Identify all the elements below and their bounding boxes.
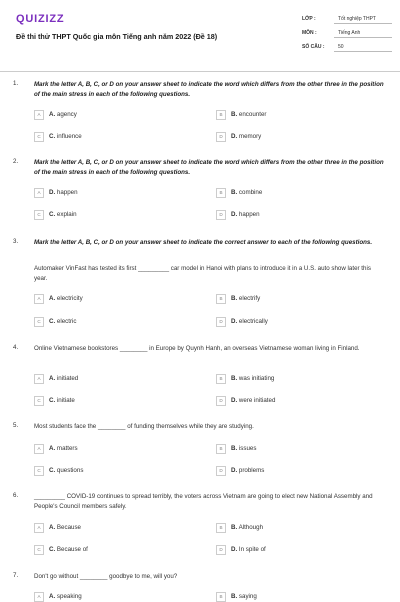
option-letter-box: A (34, 592, 44, 602)
option-letter-box: A (34, 444, 44, 454)
option-letter-box: B (216, 294, 226, 304)
option-prefix: A. (49, 375, 56, 382)
meta-key: SỐ CÂU : (302, 44, 325, 50)
option-text: happen (56, 189, 78, 196)
question-number: 2. (13, 158, 19, 165)
option-text: issues (238, 445, 257, 452)
option-letter-box: B (216, 110, 226, 120)
option-prefix: C. (49, 467, 56, 474)
option-letter-box: B (216, 592, 226, 602)
option-letter-box: B (216, 523, 226, 533)
option-letter-box: D (216, 317, 226, 327)
option-letter-box: C (34, 545, 44, 555)
option-text: agency (56, 111, 77, 118)
option-letter-box: A (34, 110, 44, 120)
question-number: 6. (13, 492, 19, 499)
question-stem: _________ COVID-19 continues to spread terribly, the voters across Vietnam are going to elect new National Assembly and People's Council members safely. (34, 493, 373, 510)
question-instruction: Mark the letter A, B, C, or D on your answer sheet to indicate the correct answer to each of the following questions. (34, 239, 373, 246)
option-prefix: B. (231, 189, 238, 196)
meta-count (300, 42, 392, 56)
option-prefix: C. (49, 397, 56, 404)
option-text: electricity (56, 295, 83, 302)
question-number: 5. (13, 422, 19, 429)
option-prefix: D. (231, 397, 238, 404)
meta-value: Tốt nghiệp THPT (338, 16, 376, 22)
option-prefix: B. (231, 445, 238, 452)
worksheet-title: Đề thi thử THPT Quốc gia môn Tiếng anh năm 2022 (Đề 18) (16, 32, 218, 41)
option-letter-box: B (216, 444, 226, 454)
option-letter-box: C (34, 396, 44, 406)
quizizz-logo: QUIZIZZ (16, 13, 65, 25)
option-text: Because (56, 524, 82, 531)
option-text: Although (238, 524, 264, 531)
option-letter-box: D (216, 545, 226, 555)
option-letter-box: D (216, 132, 226, 142)
option-prefix: C. (49, 546, 56, 553)
option-letter-box: A (34, 294, 44, 304)
option-text: combine (238, 189, 263, 196)
meta-subject (300, 28, 392, 42)
question-number: 3. (13, 238, 19, 245)
option-letter-box: B (216, 188, 226, 198)
option-text: matters (56, 445, 78, 452)
option-letter-box: A (34, 188, 44, 198)
option-text: electrically (238, 318, 268, 325)
option-letter-box: B (216, 374, 226, 384)
option-prefix: C. (49, 133, 56, 140)
question-stem: Don't go without ________ goodbye to me, will you? (34, 573, 178, 580)
meta-key: MÔN : (302, 30, 317, 36)
option-letter-box: A (34, 374, 44, 384)
option-text: electric (56, 318, 77, 325)
meta-value: 50 (338, 44, 344, 50)
option-prefix: D. (231, 546, 238, 553)
option-text: problems (238, 467, 265, 474)
option-text: electrify (238, 295, 261, 302)
option-prefix: A. (49, 524, 56, 531)
option-prefix: C. (49, 211, 56, 218)
option-letter-box: D (216, 210, 226, 220)
option-text: happen (238, 211, 260, 218)
option-text: was initiating (238, 375, 275, 382)
option-prefix: B. (231, 524, 238, 531)
option-text: were initiated (238, 397, 276, 404)
option-text: Because of (56, 546, 88, 553)
option-prefix: D. (231, 211, 238, 218)
option-letter-box: C (34, 317, 44, 327)
question-number: 4. (13, 344, 19, 351)
option-letter-box: A (34, 523, 44, 533)
option-letter-box: D (216, 466, 226, 476)
option-text: explain (56, 211, 77, 218)
question-stem: Most students face the ________ of funding themselves while they are studying. (34, 423, 254, 430)
option-prefix: D. (231, 318, 238, 325)
option-prefix: B. (231, 295, 238, 302)
option-letter-box: C (34, 210, 44, 220)
meta-underline (334, 51, 392, 52)
question-instruction: Mark the letter A, B, C, or D on your answer sheet to indicate the word which differs from the other three in the position of the main stress in each of the following questions. (34, 159, 384, 176)
option-text: encounter (238, 111, 267, 118)
option-prefix: D. (231, 133, 238, 140)
option-prefix: C. (49, 318, 56, 325)
meta-class (300, 14, 392, 28)
option-prefix: B. (231, 375, 238, 382)
option-prefix: A. (49, 111, 56, 118)
question-number: 1. (13, 80, 19, 87)
option-prefix: B. (231, 593, 238, 600)
option-text: initiate (56, 397, 75, 404)
option-text: saying (238, 593, 257, 600)
meta-value: Tiếng Anh (338, 30, 361, 36)
option-prefix: D. (49, 189, 56, 196)
option-prefix: D. (231, 467, 238, 474)
option-prefix: B. (231, 111, 238, 118)
worksheet-meta (300, 14, 392, 56)
header-divider (0, 71, 400, 72)
option-text: speaking (56, 593, 82, 600)
option-letter-box: C (34, 132, 44, 142)
option-prefix: A. (49, 295, 56, 302)
question-instruction: Mark the letter A, B, C, or D on your answer sheet to indicate the word which differs from the other three in the position of the main stress in each of the following questions. (34, 81, 384, 98)
option-text: In spite of (238, 546, 266, 553)
question-stem: Automaker VinFast has tested its first _________ car model in Hanoi with plans to introduce it in a U.S. auto show later this year. (34, 265, 371, 282)
meta-key: LỚP : (302, 16, 316, 22)
option-text: initiated (56, 375, 79, 382)
question-stem: Online Vietnamese bookstores ________ in Europe by Quynh Hanh, an overseas Vietnamese woman living in Finland. (34, 345, 360, 352)
meta-underline (334, 23, 392, 24)
option-letter-box: D (216, 396, 226, 406)
option-text: questions (56, 467, 84, 474)
option-prefix: A. (49, 593, 56, 600)
question-number: 7. (13, 572, 19, 579)
worksheet-header (0, 0, 400, 68)
option-prefix: A. (49, 445, 56, 452)
option-letter-box: C (34, 466, 44, 476)
option-text: influence (56, 133, 82, 140)
option-text: memory (238, 133, 262, 140)
meta-underline (334, 37, 392, 38)
